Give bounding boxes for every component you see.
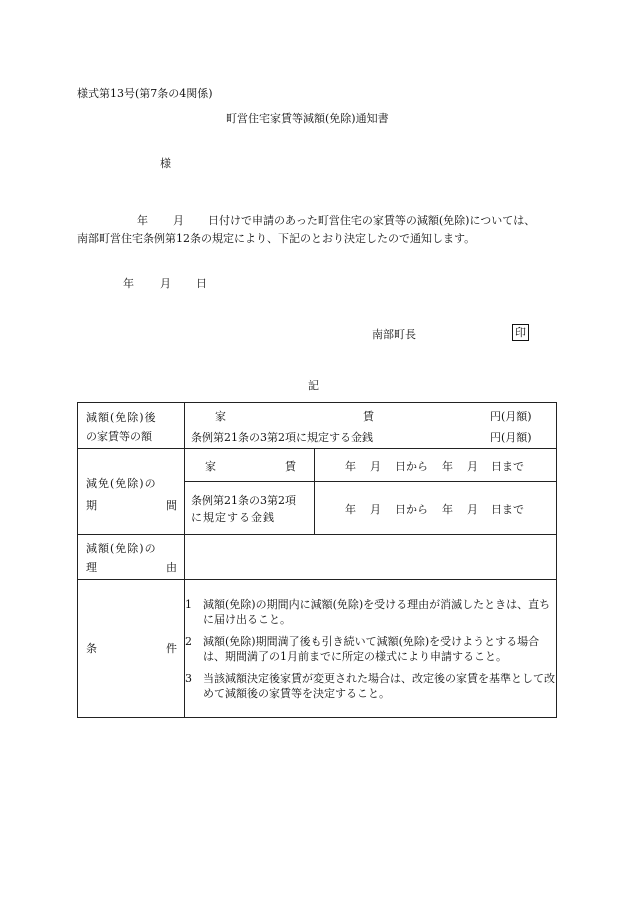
period-rent-day-to: 日まで bbox=[491, 460, 524, 473]
reduced-amount-label-line2: の家賃等の額 bbox=[86, 430, 152, 443]
period-rent-year-from: 年 bbox=[345, 460, 356, 473]
ki-heading: 記 bbox=[308, 379, 319, 392]
reason-label bbox=[78, 535, 185, 580]
reason-label-line2a: 理 bbox=[86, 561, 97, 574]
document-title: 町営住宅家賃等減額(免除)通知書 bbox=[226, 112, 389, 125]
period-article-label-line1: 条例第21条の3第2項 bbox=[191, 494, 296, 507]
issue-date-month: 月 bbox=[160, 277, 171, 290]
conditions-row bbox=[78, 580, 557, 718]
period-rent-month-to: 月 bbox=[467, 460, 478, 473]
article-amount-unit: 円(月額) bbox=[490, 431, 532, 444]
conditions-label-2: 件 bbox=[166, 642, 177, 655]
period-article-day-to: 日まで bbox=[491, 503, 524, 516]
conditions-label bbox=[78, 580, 185, 718]
period-article-month-to: 月 bbox=[467, 503, 478, 516]
period-article-month-from: 月 bbox=[370, 503, 381, 516]
body-line-1: 日付けで申請のあった町営住宅の家賃等の減額(免除)については、 bbox=[208, 214, 536, 227]
condition-item: 1 減額(免除)の期間内に減額(免除)を受ける理由が消滅したときは、直ちに届け出ること。 bbox=[185, 597, 551, 626]
period-article-label bbox=[185, 482, 315, 535]
period-rent-dates bbox=[315, 449, 557, 482]
period-rent-label-1: 家 bbox=[205, 460, 216, 473]
reason-row bbox=[78, 535, 557, 580]
rent-unit: 円(月額) bbox=[490, 410, 532, 423]
period-article-year-from: 年 bbox=[345, 503, 356, 516]
form-number: 様式第13号(第7条の4関係) bbox=[77, 87, 213, 100]
condition-item: 3 当該減額決定後家賃が変更された場合は、改定後の家賃を基準として改めて減額後の家賃等を決定すること。 bbox=[185, 671, 555, 700]
period-label-line2a: 期 bbox=[86, 499, 97, 512]
conditions-label-1: 条 bbox=[86, 642, 97, 655]
rent-label-1: 家 bbox=[215, 410, 226, 423]
period-rent-label bbox=[185, 449, 315, 482]
issue-date-day: 日 bbox=[196, 277, 207, 290]
period-rent-year-to: 年 bbox=[442, 460, 453, 473]
reason-label-line2b: 由 bbox=[166, 561, 177, 574]
notice-table bbox=[77, 402, 557, 718]
period-label-line1: 減免(免除)の bbox=[86, 477, 157, 490]
period-label bbox=[78, 449, 185, 535]
recipient-honorific: 様 bbox=[160, 157, 171, 170]
reduced-amount-label bbox=[78, 403, 185, 449]
period-rent-month-from: 月 bbox=[370, 460, 381, 473]
body-date-month: 月 bbox=[173, 214, 184, 227]
conditions-list bbox=[185, 580, 557, 718]
period-rent-day-from: 日から bbox=[395, 460, 428, 473]
issue-date-year: 年 bbox=[123, 277, 134, 290]
reduced-amount-row bbox=[78, 403, 557, 449]
reason-label-line1: 減額(免除)の bbox=[86, 542, 157, 555]
period-article-day-from: 日から bbox=[395, 503, 428, 516]
period-label-line2b: 間 bbox=[166, 499, 177, 512]
reduced-amount-values bbox=[185, 403, 557, 449]
rent-label-2: 賃 bbox=[363, 410, 374, 423]
article-amount-label: 条例第21条の3第2項に規定する金銭 bbox=[191, 431, 373, 444]
body-date-year: 年 bbox=[137, 214, 148, 227]
reduced-amount-label-line1: 減額(免除)後 bbox=[86, 411, 157, 424]
period-rent-row bbox=[78, 449, 557, 482]
period-rent-label-2: 賃 bbox=[285, 460, 296, 473]
reason-value bbox=[185, 535, 557, 580]
period-article-label-line2: に規定する金銭 bbox=[191, 511, 275, 524]
condition-item: 2 減額(免除)期間満了後も引き続いて減額(免除)を受けようとする場合は、期間満了の1月前までに所定の様式により申請すること。 bbox=[185, 634, 540, 663]
period-article-dates bbox=[315, 482, 557, 535]
issuer-name: 南部町長 bbox=[372, 328, 416, 341]
period-article-year-to: 年 bbox=[442, 503, 453, 516]
body-line-2: 南部町営住宅条例第12条の規定により、下記のとおり決定したので通知します。 bbox=[77, 232, 476, 245]
seal-mark: 印 bbox=[512, 324, 529, 341]
